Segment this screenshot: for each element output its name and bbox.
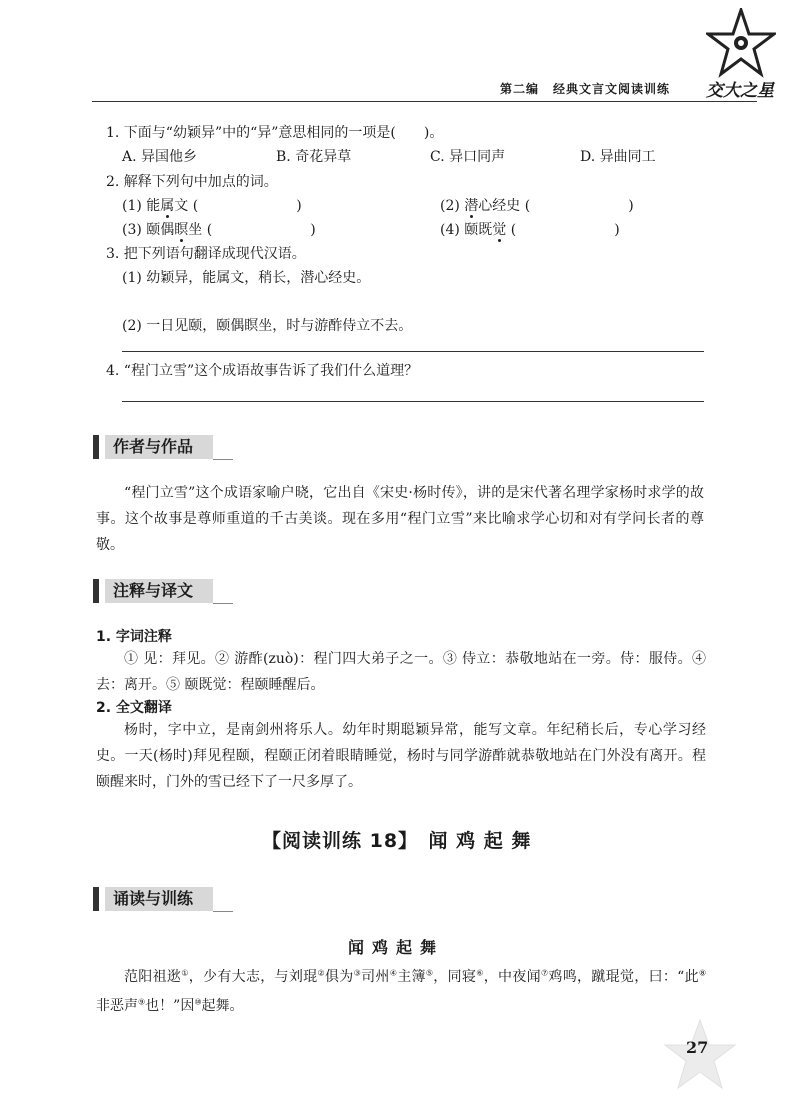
question-4-stem: 4. “程门立雪”这个成语故事告诉了我们什么道理？ [106,363,419,379]
question-2-item-4: (4) 颐既觉 ( ) [440,222,620,238]
question-1-option-b: B. 奇花异草 [276,149,352,165]
passage-line-2: 琨觉，曰：“此⑧非恶声⑨也！”因⑩起舞。 [96,968,707,1015]
star-logo-icon [706,8,776,78]
header-brand: 交大之星 [706,81,774,101]
notes-paragraph: ① 见：拜见。② 游酢(zuò)：程门四大弟子之一。③ 侍立：恭敬地站在一旁。侍：服侍。④ 去：离开。⑤ 颐既觉：程颐睡醒后。 [96,651,706,693]
question-2-stem: 2. 解释下列句中加点的词。 [106,174,278,190]
question-1-option-d: D. 异曲同工 [580,149,656,165]
section-title: 作者与作品 [105,435,213,459]
section-underline [213,603,233,604]
passage-text [96,960,706,1019]
question-3-sentence-1: (1) 幼颖异，能属文，稍长，潜心经史。 [122,270,371,286]
header-part-label: 第二编 经典文言文阅读训练 [500,82,671,96]
section-header-notes [93,578,233,604]
question-1-stem: 1. 下面与“幼颖异”中的“异”意思相同的一项是( )。 [106,125,444,141]
section-header-author [93,434,233,460]
section-header-reading [93,886,233,912]
question-1-option-c: C. 异口同声 [430,149,506,165]
answer-line [122,401,704,402]
answer-paren: ( ) [524,198,634,214]
answer-paren: ( ) [206,222,316,238]
section-title: 注释与译文 [105,579,213,603]
question-2-item-2: (2) 潜心经史 ( ) [440,198,634,214]
page-number: 27 [686,1038,709,1057]
notes-subheading-2: 2. 全文翻译 [96,700,172,716]
section-bar-marker [93,887,99,911]
header-divider [92,101,757,102]
translation-paragraph: 杨时，字中立，是南剑州将乐人。幼年时期聪颖异常，能写文章。年纪稍长后，专心学习经史。一天(杨时)拜见程颐，程颐正闭着眼睛睡觉，杨时与同学游酢就恭敬地站在门外没有离开。程颐醒来时，门外的雪已经下了一尺多厚了。 [96,722,706,790]
section-bar-marker [93,579,99,603]
lesson-title: 【阅读训练 18】 闻 鸡 起 舞 [262,830,532,852]
section-bar-marker [93,435,99,459]
notes-subheading-1: 1. 字词注释 [96,629,172,645]
section-underline [213,911,233,912]
section-underline [213,459,233,460]
question-1-option-a: A. 异国他乡 [122,149,198,165]
answer-paren: ( ) [510,222,620,238]
question-3-sentence-2: (2) 一日见颐，颐偶瞑坐，时与游酢侍立不去。 [122,318,413,334]
question-3-stem: 3. 把下列语句翻译成现代汉语。 [106,246,306,262]
passage-title: 闻鸡起舞 [348,938,445,957]
question-2-item-1: (1) 能属文 ( ) [122,198,302,214]
question-2-item-3: (3) 颐偶瞑坐 ( ) [122,222,316,238]
section-title: 诵读与训练 [105,887,213,911]
answer-paren: ( ) [192,198,302,214]
passage-line-1: 范阳祖逖①，少有大志，与刘琨②俱为③司州④主簿⑤，同寝⑥，中夜闻⑦鸡鸣，蹴 [124,968,606,985]
author-paragraph: “程门立雪”这个成语家喻户晓，它出自《宋史·杨时传》，讲的是宋代著名理学家杨时求学的故事。这个故事是尊师重道的千古美谈。现在多用“程门立雪”来比喻求学心切和对有学问长者的尊敬。 [96,485,704,553]
answer-line [122,351,704,352]
